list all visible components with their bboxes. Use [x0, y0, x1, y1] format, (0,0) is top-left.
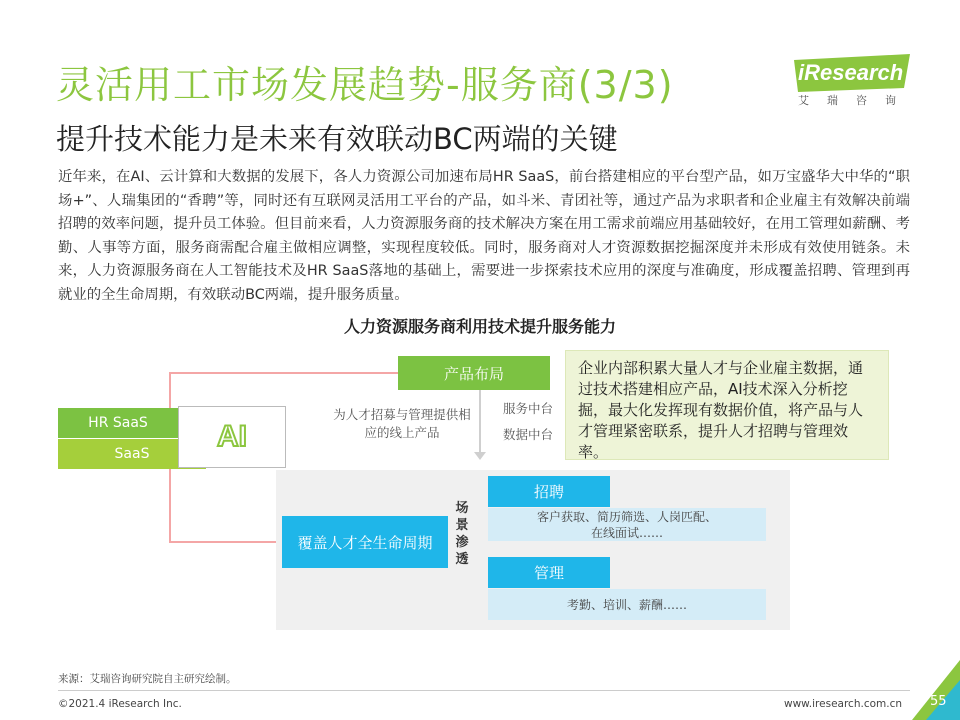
- middle-platforms: [496, 396, 560, 448]
- website-link[interactable]: www.iresearch.com.cn: [784, 698, 903, 710]
- diagram-title: 人力资源服务商利用技术提升服务能力: [343, 317, 616, 336]
- recruit-detail-line1: 客户获取、简历筛选、人岗匹配、: [536, 509, 717, 524]
- connector-top: [170, 373, 398, 408]
- online-products-text: 为人才招募与管理提供相应的线上产品: [333, 407, 471, 440]
- recruit-box: 招聘: [488, 476, 610, 507]
- scene-penetration-label: 场景渗透: [455, 501, 469, 567]
- saas-box: SaaS: [58, 439, 206, 469]
- footer-divider: [58, 690, 910, 691]
- note-box: 企业内部积累大量人才与企业雇主数据，通过技术搭建相应产品，AI技术深入分析挖掘，最大化发挥现有数据价值，将产品与人才管理紧密联系，提升人才招聘与管理效率。: [565, 350, 889, 460]
- copyright-text: ©2021.4 iResearch Inc.: [58, 698, 182, 710]
- cover-lifecycle-box: 覆盖人才全生命周期: [282, 516, 448, 568]
- recruit-detail-box: [488, 508, 766, 541]
- product-layout-box: 产品布局: [398, 356, 550, 390]
- intro-paragraph: 近年来，在AI、云计算和大数据的发展下，各人力资源公司加速布局HR SaaS，前台搭建相应的平台型产品，如万宝盛华大中华的“职场+”、人瑞集团的“香聘”等，同时还有互联网灵活用工平台的产品，如斗米、青团社等，通过产品为求职者和企业雇主有效解决前端招聘的效率问题，提升员工体验。但目前来看，人力资源服务商的技术解决方案在用工需求前端应用基础较好，在用工管理如薪酬、考勤、人事等方面，服务商需配合雇主做相应调整，实现程度较低。同时，服务商对人才资源数据挖掘深度并未形成有效使用链条。未来，人力资源服务商在人工智能技术及HR SaaS落地的基础上，需要进一步探索技术应用的深度与准确度，形成覆盖招聘、管理到再就业的全生命周期，有效联动BC两端，提升服务质量。: [58, 169, 910, 303]
- manage-detail-box: 考勤、培训、薪酬……: [488, 589, 766, 620]
- page-corner-shape: [912, 660, 960, 720]
- logo-chinese-text: 艾瑞咨询: [798, 94, 914, 107]
- manage-box: 管理: [488, 557, 610, 588]
- data-center-label: 数据中台: [502, 427, 553, 442]
- page-subtitle: 提升技术能力是未来有效联动BC两端的关键: [56, 122, 618, 156]
- connector-bottom: [170, 469, 282, 542]
- page-title: 灵活用工市场发展趋势-服务商(3/3): [56, 63, 674, 107]
- ai-box: AI: [178, 406, 286, 468]
- service-center-label: 服务中台: [502, 401, 553, 416]
- arrow-down-icon: [474, 452, 486, 460]
- hr-saas-box: HR SaaS: [58, 408, 178, 438]
- page-number: 55: [930, 694, 947, 709]
- logo-brand-text: iResearch: [798, 60, 904, 85]
- recruit-detail-line2: 在线面试……: [590, 525, 663, 540]
- source-note: 来源：艾瑞咨询研究院自主研究绘制。: [58, 673, 237, 685]
